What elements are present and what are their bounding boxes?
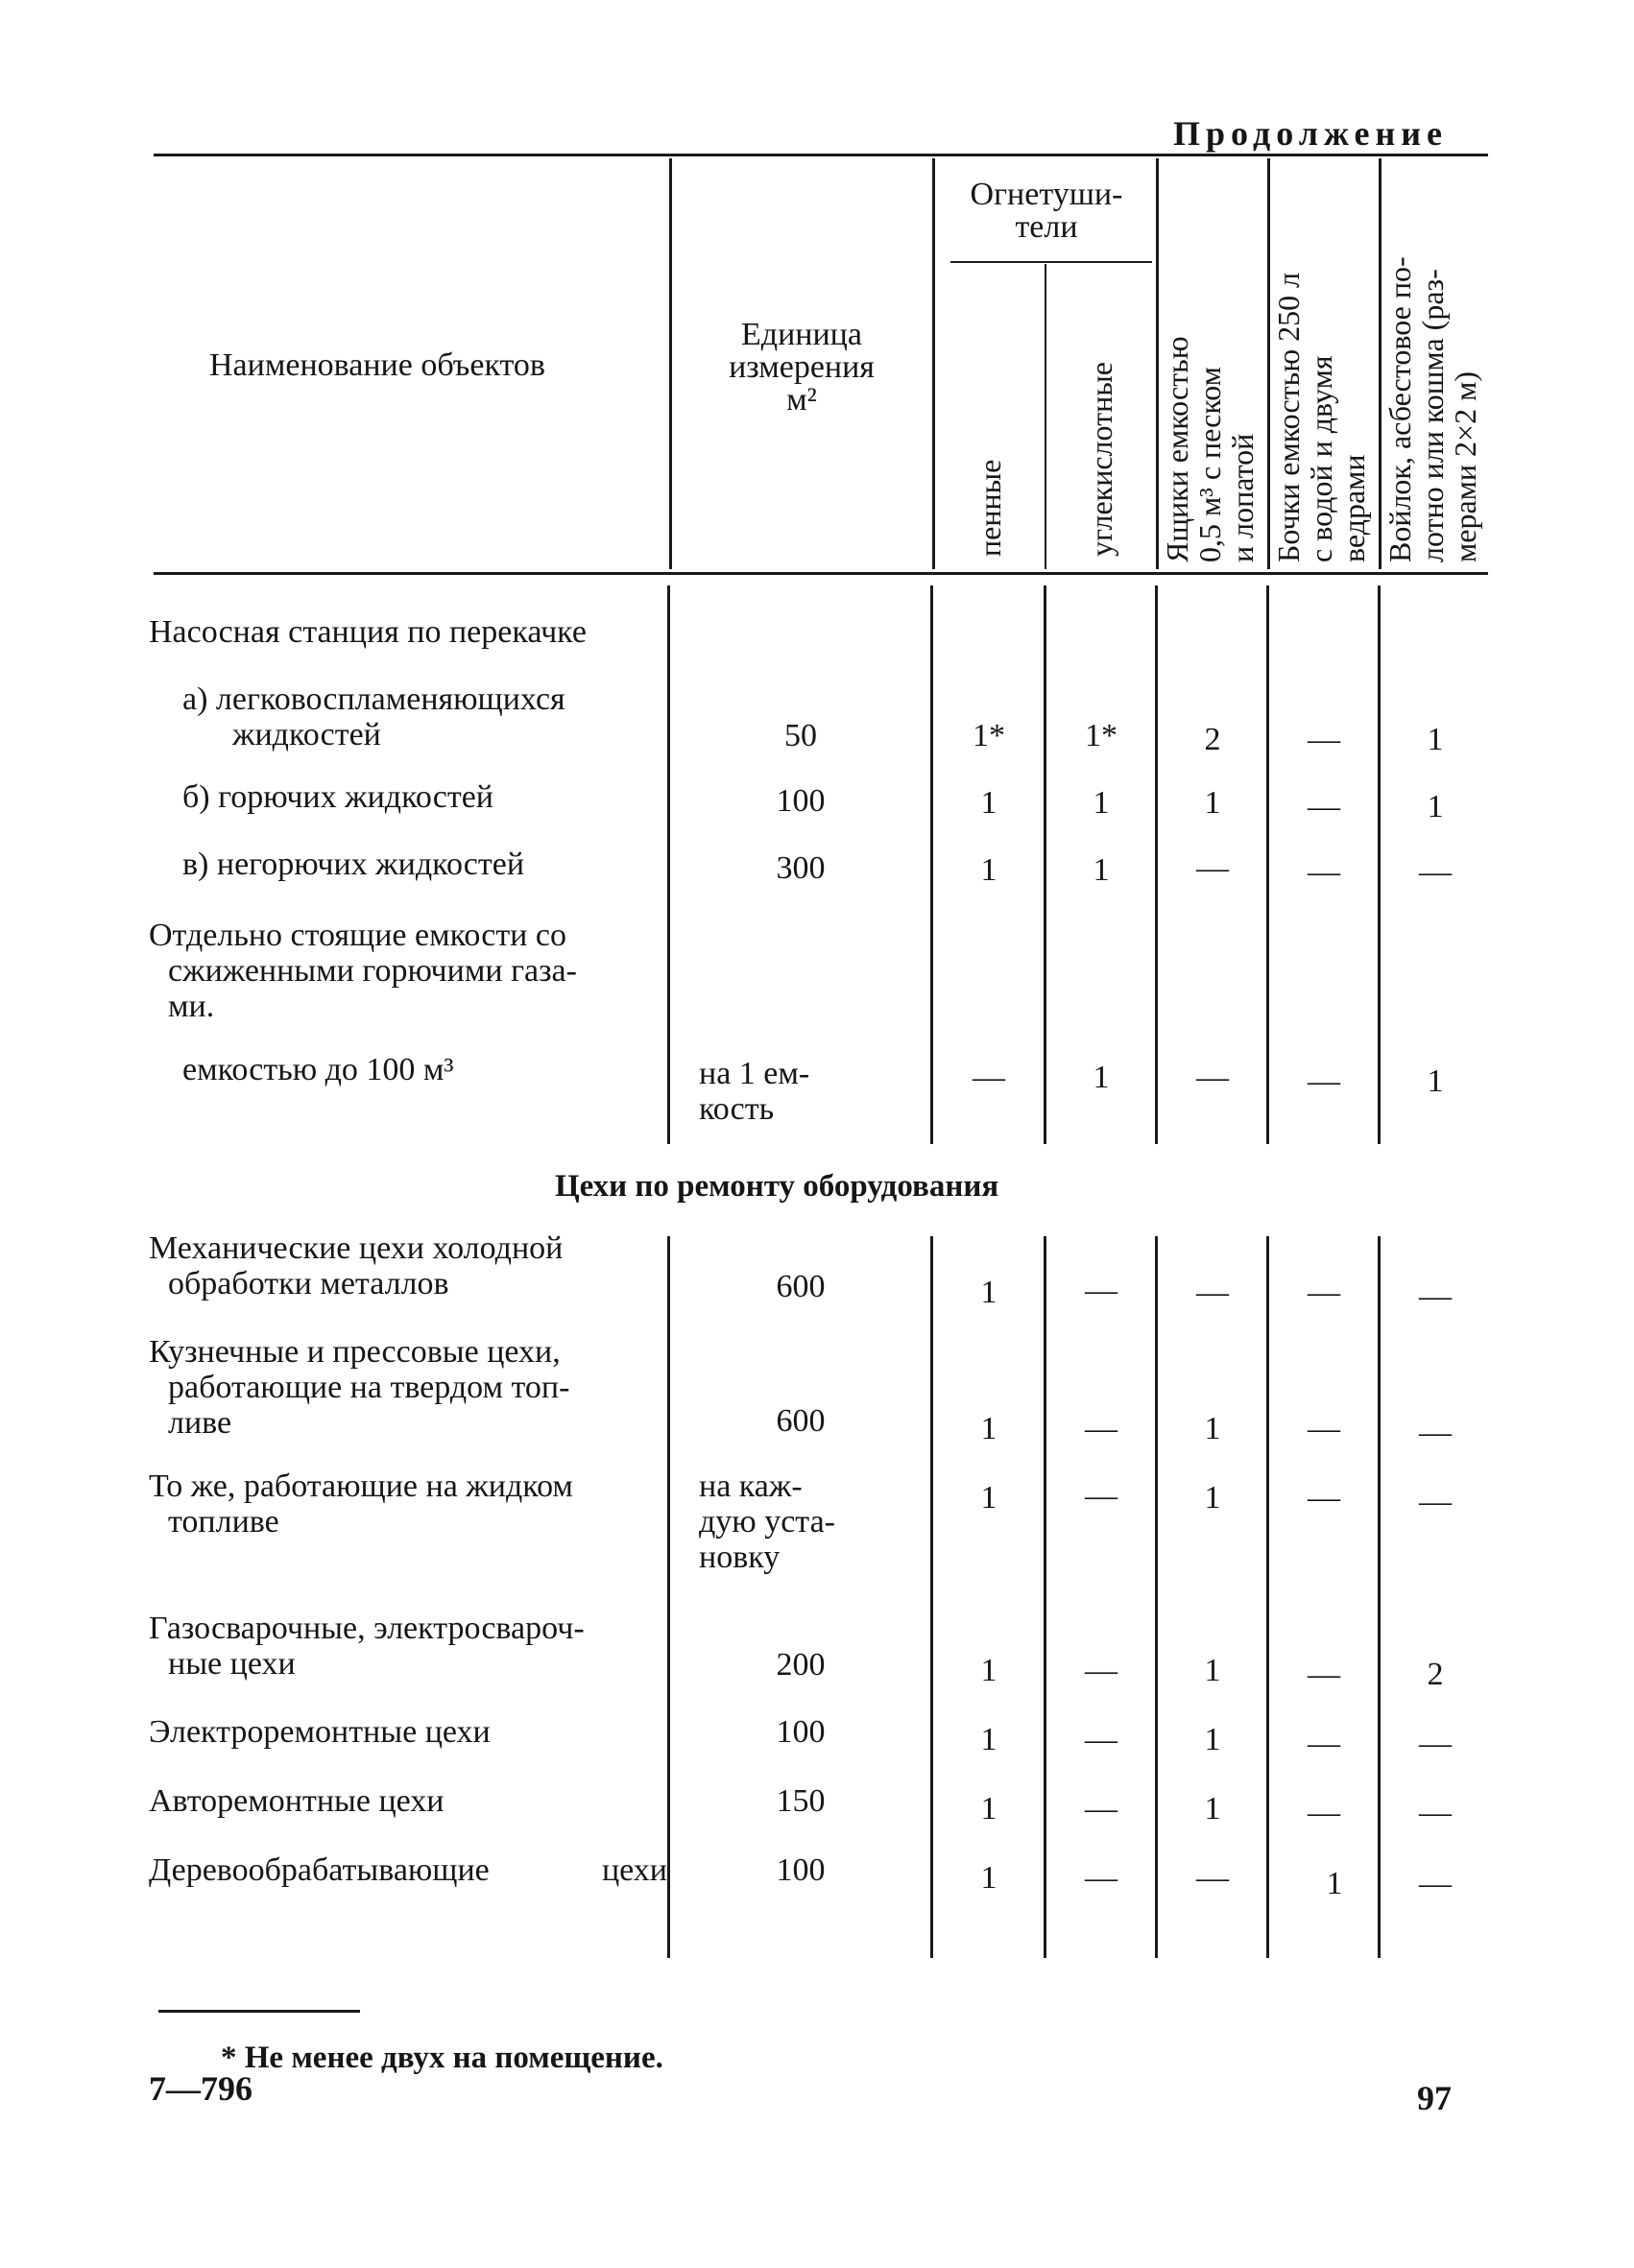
body1-divider xyxy=(1266,585,1269,1144)
row-name xyxy=(182,681,662,752)
row-name: емкостью до 100 м³ xyxy=(182,1052,454,1087)
body1-divider xyxy=(667,585,670,1144)
cell-boxes: 2 xyxy=(1204,722,1221,757)
row-name: в) негорючих жидкостей xyxy=(182,847,525,882)
cell-unit: 300 xyxy=(776,850,826,886)
cell-foam: — xyxy=(973,1060,1005,1095)
row-name: Электроремонтные цехи xyxy=(149,1714,491,1750)
header-divider xyxy=(932,158,935,569)
cell-barrels: — xyxy=(1308,722,1340,757)
header-unit-line: Единица xyxy=(741,317,862,352)
cell-unit: 100 xyxy=(776,1714,826,1750)
cell-barrels: — xyxy=(1308,1411,1340,1446)
header-top-rule xyxy=(154,154,1488,156)
row-name-line: ные цехи xyxy=(168,1646,296,1682)
cell-foam: 1 xyxy=(980,1860,997,1896)
group-title: Насосная станция по перекачке xyxy=(149,614,587,650)
row-name-line: Газосварочные, электросвароч- xyxy=(149,1611,585,1646)
cell-felt: — xyxy=(1419,1795,1452,1830)
group-title xyxy=(149,918,667,1024)
header-felt xyxy=(1383,256,1481,562)
cell-boxes: — xyxy=(1196,1860,1229,1896)
header-barrels xyxy=(1272,273,1370,562)
cell-co2: 1 xyxy=(1093,1060,1110,1095)
cell-unit xyxy=(699,1056,920,1127)
header-co2: углекислотные xyxy=(1084,362,1118,557)
cell-barrels: — xyxy=(1308,1480,1340,1516)
cell-foam: 1 xyxy=(980,1653,997,1688)
row-name-line: жидкостей xyxy=(232,717,381,752)
cell-felt: 1 xyxy=(1427,1063,1444,1099)
row-name-line: а) легковоспламеняющихся xyxy=(182,681,565,717)
cell-unit: 150 xyxy=(776,1783,826,1819)
body1-divider xyxy=(930,585,933,1144)
cell-co2: — xyxy=(1085,1860,1117,1896)
body2-divider xyxy=(1044,1236,1046,1958)
cell-foam: 1 xyxy=(980,1480,997,1516)
cell-boxes: 1 xyxy=(1204,1411,1221,1446)
cell-felt: 1 xyxy=(1427,789,1444,824)
cell-unit xyxy=(699,1468,920,1575)
header-divider xyxy=(1267,158,1270,569)
footnote: * Не менее двух на помещение. xyxy=(221,2041,663,2075)
group-title-line: Отдельно стоящие емкости со xyxy=(149,918,566,953)
header-divider xyxy=(1045,264,1046,569)
cell-foam: 1 xyxy=(980,785,997,821)
body2-divider xyxy=(667,1236,670,1958)
extinguisher-sub-rule xyxy=(950,261,1152,263)
header-extinguishers xyxy=(941,179,1152,244)
cell-barrels: — xyxy=(1308,854,1340,890)
cell-felt: 1 xyxy=(1427,722,1444,757)
body2-divider xyxy=(1266,1236,1269,1958)
header-divider xyxy=(669,158,672,569)
header-boxes xyxy=(1161,336,1259,562)
cell-co2: — xyxy=(1085,1791,1117,1826)
cell-unit: 200 xyxy=(776,1647,826,1683)
group-title-line: сжиженными горючими газа- xyxy=(168,953,577,989)
header-boxes-line: 0,5 м³ с песком xyxy=(1192,367,1227,562)
cell-boxes: — xyxy=(1196,1060,1229,1095)
header-divider xyxy=(1379,158,1382,569)
cell-barrels: — xyxy=(1308,789,1340,824)
header-bottom-rule xyxy=(154,572,1488,575)
cell-unit: 50 xyxy=(784,718,817,753)
header-barrels-line: Бочки емкостью 250 л xyxy=(1271,272,1306,562)
cell-unit-line: кость xyxy=(699,1091,775,1127)
cell-felt: — xyxy=(1419,854,1452,890)
body1-divider xyxy=(1155,585,1158,1144)
row-name-line: ливе xyxy=(168,1405,232,1441)
row-name-line: работающие на твердом топ- xyxy=(168,1370,570,1405)
row-name xyxy=(149,1611,667,1682)
header-felt-line: мерами 2×2 м) xyxy=(1448,371,1482,562)
header-foam: пенные xyxy=(973,459,1007,557)
row-name: Авторемонтные цехи xyxy=(149,1783,445,1819)
cell-boxes: 1 xyxy=(1204,1791,1221,1826)
row-name-line: Механические цехи холодной xyxy=(149,1230,564,1266)
cell-unit-line: на 1 ем- xyxy=(699,1056,810,1091)
row-name-line: топливе xyxy=(168,1504,279,1540)
cell-boxes: 1 xyxy=(1204,1480,1221,1516)
cell-foam: 1 xyxy=(980,1791,997,1826)
row-name xyxy=(149,1230,667,1301)
cell-co2: — xyxy=(1085,1273,1117,1308)
header-name: Наименование объектов xyxy=(209,347,545,383)
page-number: 97 xyxy=(1417,2079,1452,2117)
row-name-line: Кузнечные и прессовые цехи, xyxy=(149,1334,561,1370)
cell-felt: — xyxy=(1419,1278,1452,1314)
cell-barrels: — xyxy=(1308,1657,1340,1692)
cell-co2: — xyxy=(1085,1478,1117,1514)
cell-unit: 100 xyxy=(776,1852,826,1888)
cell-barrels: 1 xyxy=(1326,1866,1343,1901)
body2-divider xyxy=(1155,1236,1158,1958)
header-barrels-line: ведрами xyxy=(1336,454,1371,562)
cell-foam: 1 xyxy=(980,1275,997,1310)
cell-boxes: — xyxy=(1196,850,1229,886)
header-extinguishers-line: тели xyxy=(1015,209,1078,245)
cell-felt: — xyxy=(1419,1415,1452,1450)
header-felt-line: лотно или кошма (раз- xyxy=(1415,269,1450,562)
cell-co2: — xyxy=(1085,1653,1117,1688)
cell-unit: 600 xyxy=(776,1269,826,1304)
cell-barrels: — xyxy=(1308,1275,1340,1310)
header-unit-line: м² xyxy=(786,382,817,418)
row-name-line: То же, работающие на жидком xyxy=(149,1468,573,1504)
cell-co2: 1* xyxy=(1085,718,1117,753)
cell-boxes: 1 xyxy=(1204,1653,1221,1688)
cell-felt: — xyxy=(1419,1866,1452,1901)
row-name-line: обработки металлов xyxy=(168,1266,449,1301)
cell-boxes: — xyxy=(1196,1275,1229,1310)
row-name: б) горючих жидкостей xyxy=(182,779,493,815)
row-name: Деревообрабатывающие цехи xyxy=(149,1852,667,1888)
cell-co2: 1 xyxy=(1093,852,1110,888)
body1-divider xyxy=(1378,585,1381,1144)
continuation-label: Продолжение xyxy=(1173,114,1448,153)
cell-barrels: — xyxy=(1308,1063,1340,1099)
body1-divider xyxy=(1044,585,1046,1144)
cell-foam: 1 xyxy=(980,1411,997,1446)
cell-boxes: 1 xyxy=(1204,1722,1221,1757)
cell-felt: — xyxy=(1419,1484,1452,1519)
cell-unit-line: новку xyxy=(699,1540,781,1575)
cell-barrels: — xyxy=(1308,1726,1340,1761)
footer-signature: 7—796 xyxy=(149,2069,252,2108)
header-barrels-line: с водой и двумя xyxy=(1304,355,1338,562)
body2-divider xyxy=(1378,1236,1381,1958)
group-title-line: ми. xyxy=(168,989,215,1024)
cell-co2: 1 xyxy=(1093,785,1110,821)
header-unit xyxy=(677,319,926,417)
cell-foam: 1 xyxy=(980,1722,997,1757)
row-name xyxy=(149,1334,667,1441)
header-extinguishers-line: Огнетуши- xyxy=(970,177,1123,212)
cell-felt: 2 xyxy=(1427,1657,1444,1692)
header-felt-line: Войлок, асбестовое по- xyxy=(1382,256,1417,562)
header-unit-line: измерения xyxy=(729,349,875,385)
cell-felt: — xyxy=(1419,1726,1452,1761)
cell-unit: 100 xyxy=(776,783,826,819)
cell-unit-line: на каж- xyxy=(699,1468,803,1504)
cell-barrels: — xyxy=(1308,1795,1340,1830)
header-divider xyxy=(1156,158,1159,569)
body2-divider xyxy=(930,1236,933,1958)
section-title: Цехи по ремонту оборудования xyxy=(555,1169,999,1204)
row-name xyxy=(149,1468,667,1540)
cell-unit-line: дую уста- xyxy=(699,1504,835,1540)
footnote-rule xyxy=(158,2010,360,2013)
cell-co2: — xyxy=(1085,1722,1117,1757)
cell-foam: 1 xyxy=(980,852,997,888)
header-boxes-line: Ящики емкостью xyxy=(1160,336,1194,562)
header-boxes-line: и лопатой xyxy=(1225,433,1260,562)
cell-unit: 600 xyxy=(776,1403,826,1439)
cell-boxes: 1 xyxy=(1204,785,1221,821)
cell-foam: 1* xyxy=(973,718,1005,753)
cell-co2: — xyxy=(1085,1411,1117,1446)
